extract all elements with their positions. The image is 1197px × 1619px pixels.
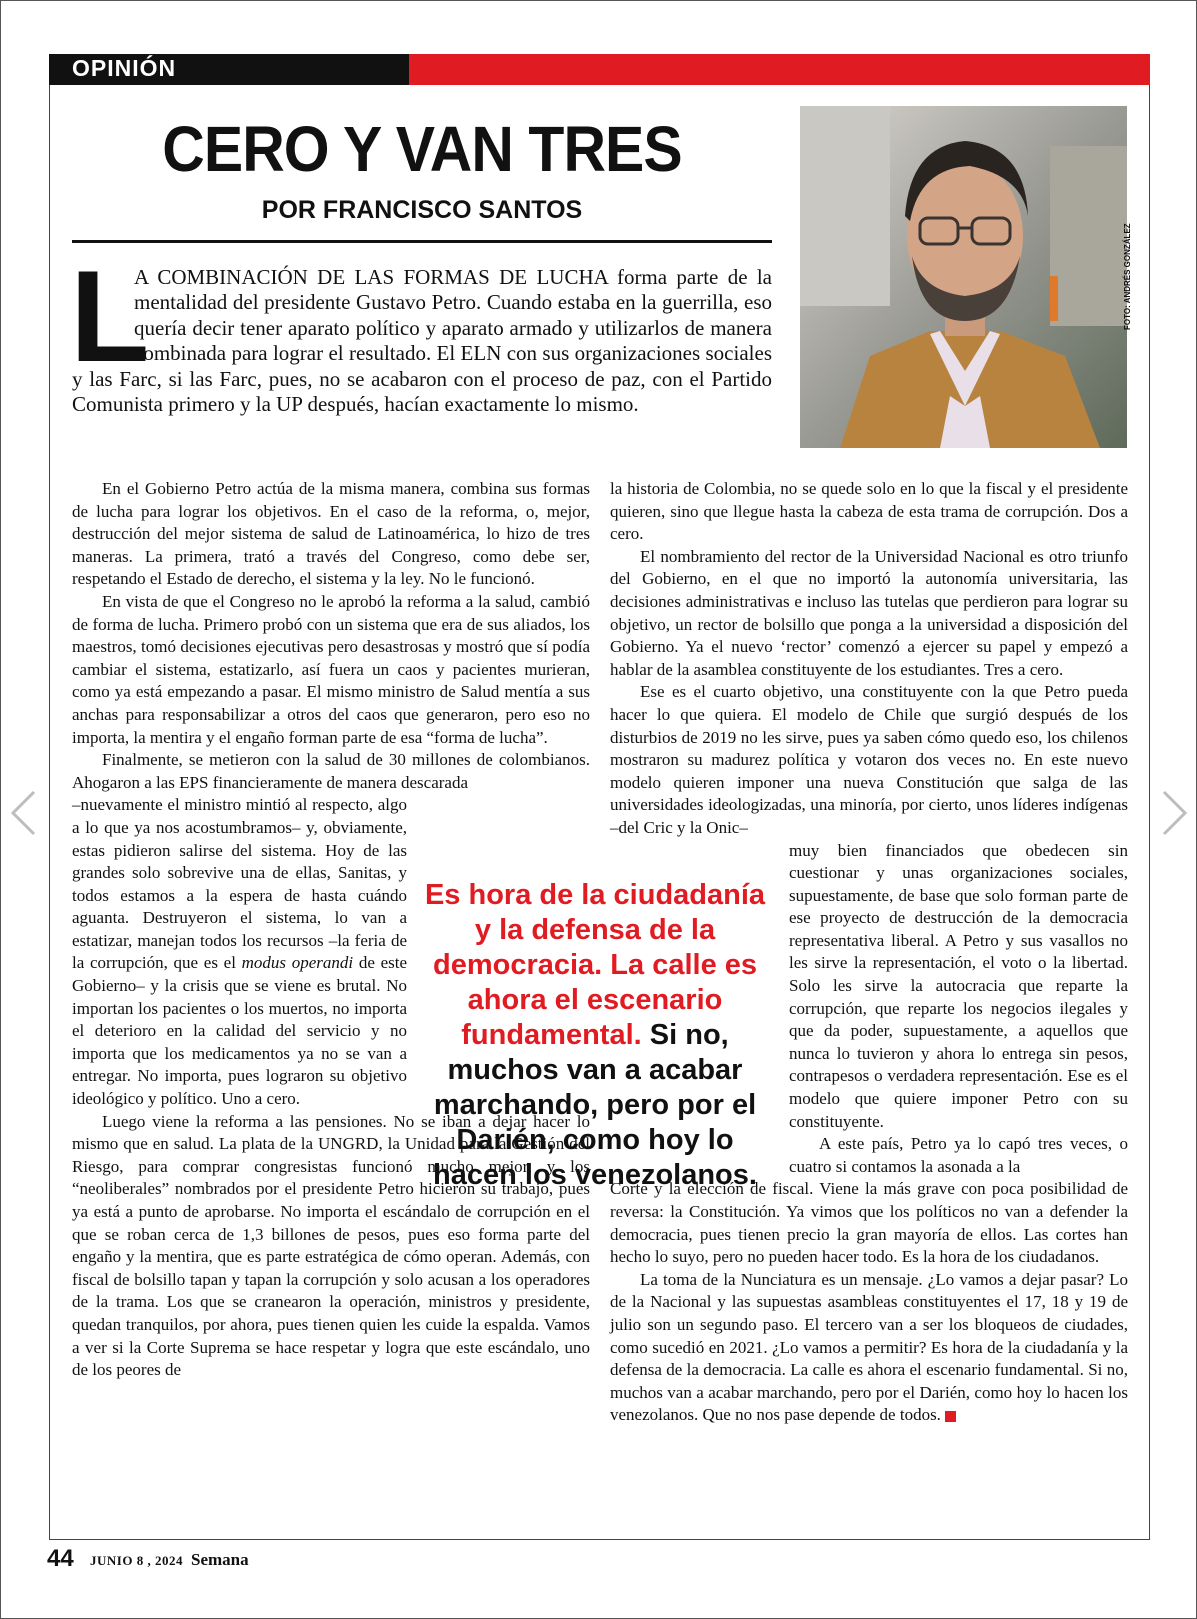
lead-text: A COMBINACIÓN DE LAS FORMAS DE LUCHA forma parte de la mentalidad del presidente Gustavo Petro. Cuando estaba en la guerrilla, eso quería decir tener aparato político y aparato armado y utilizarlos de manera combinada para lograr el resultado. El ELN con sus organizaciones sociales y las Farc, si las Farc, pues, no se acabaron con el proceso de paz, con el Partido Comunista primero y la UP después, hacían exactamente lo mismo.: [72, 265, 772, 417]
body-paragraph: A este país, Petro ya lo capó tres veces, o cuatro si contamos la asonada a la: [789, 1134, 1128, 1176]
body-paragraph: [610, 1269, 1128, 1427]
body-text: de este Gobierno– y la crisis que se viene es brutal. No importan los pacientes o los muertos, no importa el deterioro en la calidad del servicio y no importa que los medicamentos ya no se van a entregar. No importa, pues lograron su objetivo ideológico y político. Uno a cero.: [72, 953, 408, 1109]
body-paragraph: Corte y la elección de fiscal. Viene la más grave con poca posibilidad de reversa: la Constitución. Ya vimos que los políticos no van a defender la democracia, pues tienen precio la gran mayoría de ellos. Las cortes han hecho lo suyo, pero no pueden hacer todo. Es la hora de los ciudadanos.: [610, 1179, 1128, 1267]
author-portrait-image: [800, 106, 1127, 448]
body-paragraph: la historia de Colombia, no se quede solo en lo que la fiscal y el presidente quieren, sino que llegue hasta la cabeza de esta trama de corrupción. Dos a cero.: [610, 479, 1128, 544]
italic-text: modus operandi: [241, 953, 354, 973]
issue-date: JUNIO 8 , 2024: [90, 1553, 183, 1568]
pull-quote-text: Si no, muchos van a acabar marchando, pero por el Darién, como hoy lo hacen los venezolanos.: [433, 1019, 757, 1191]
body-paragraph: [72, 794, 407, 1110]
section-label: OPINIÓN: [72, 55, 177, 81]
title-rule: [72, 240, 772, 243]
body-paragraph: En el Gobierno Petro actúa de la misma manera, combina sus formas de lucha para lograr los objetivos. En el caso de la reforma, o, mejor, destrucción del mejor sistema de salud de Latinoamérica, lo hizo de tres maneras. La primera, trató a través del Congreso, como debe ser, respetando el Estado de derecho, el sistema y la ley. No le funcionó.: [72, 479, 590, 589]
magazine-brand: Semana: [191, 1550, 249, 1569]
body-paragraph: Luego viene la reforma a las pensiones. No se iban a dejar hacer lo mismo que en salud. La plata de la UNGRD, la Unidad para la Gestión del Riesgo, para comprar congresistas funcionó mucho mejor, y los “neoliberales” nombrados por el presidente Petro hicieron su trabajo, pues ya está a punto de aprobarse. No importa el escándalo de corrupción en el que se roban cerca de 1,3 billones de pesos, pues eso forma parte del engaño y la mentira, que es parte estratégica de cómo operan. Además, con fiscal de bolsillo tapan y tapan la corrupción y solo acusan a los operadores de la trama. Los que se cranearon la operación, ministros y presidente, quedan tranquilos, por ahora, pues tienen quien les cuide la espalda. Vamos a ver si la Corte Suprema se hace respetar y logra que este escándalo, uno de los peores de: [72, 1111, 590, 1380]
photo-credit: FOTO: ANDRÉS GONZÁLEZ: [1123, 223, 1132, 330]
body-text: –nuevamente el ministro mintió al respecto, algo a lo que ya nos acostumbramos– y, obviamente, estas pidieron salirse del sistema. Hoy de las grandes solo sobrevive una de ellas, Sanitas, y todos estamos a la espera de hasta cuándo aguanta. Destruyeron el sistema, lo van a estatizar, manejan todos los recursos –la feria de la corrupción, que es el: [72, 795, 407, 973]
article-byline: POR FRANCISCO SANTOS: [261, 196, 583, 224]
end-mark: [945, 1411, 956, 1422]
section-header-accent: [409, 54, 1150, 85]
drop-cap: L: [70, 243, 150, 389]
pull-quote-highlight: Es hora de la ciudadanía y la defensa de la democracia. La calle es ahora el escenario fundamental.: [424, 879, 766, 1051]
chevron-right-icon[interactable]: [1160, 788, 1190, 838]
article-title: CERO Y VAN TRES: [162, 113, 682, 185]
body-paragraph: Finalmente, se metieron con la salud de 30 millones de colombianos. Ahogaron a las EPS financieramente de manera descarada: [72, 750, 590, 792]
page-number: 44: [47, 1545, 74, 1572]
pull-quote: [420, 878, 770, 1193]
author-photo: [800, 106, 1127, 448]
body-paragraph: En vista de que el Congreso no le aprobó la reforma a la salud, cambió de forma de lucha. Primero probó con un sistema que era de sus aliados, los maestros, tomó decisiones ejecutivas pero desastrosas y mostró que sí podía cambiar el sistema, estatizarlo, así fuera un caos y pacientes murieran, como ya está empezando a pasar. El mismo ministro de Salud mentía a sus anchas para responsabilizar a otros del caos que generaron, pero eso no importa, la mentira y el engaño forman parte de esa “forma de lucha”.: [72, 591, 590, 747]
chevron-left-icon[interactable]: [8, 788, 38, 838]
body-text: La toma de la Nunciatura es un mensaje. ¿Lo vamos a dejar pasar? Lo de la Nacional y las supuestas asambleas constituyentes el 17, 18 y 19 de julio son un segundo paso. El tercero van a ser los bloqueos de ciudades, como sucedió en 2021. ¿Lo vamos a permitir? Es hora de la ciudadanía y la defensa de la democracia. La calle es ahora el escenario fundamental. Si no, muchos van a acabar marchando, pero por el Darién, como hoy lo hacen los venezolanos. Que no nos pase depende de todos.: [610, 1269, 1128, 1425]
body-paragraph: El nombramiento del rector de la Universidad Nacional es otro triunfo del Gobierno, en el que no importó la autonomía universitaria, las decisiones administrativas e incluso las tutelas que perdieron para lograr su objetivo, un rector de bolsillo que ponga a la universidad a disposición del Gobierno. Ya el nuevo ‘rector’ comenzó a ejercer su papel y empezó a hablar de la asamblea constituyente de los estudiantes. Tres a cero.: [610, 546, 1128, 679]
lead-paragraph: [70, 243, 772, 417]
body-paragraph: Ese es el cuarto objetivo, una constituyente con la que Petro pueda hacer lo que quiera. El modelo de Chile que surgió después de los disturbios de 2019 no les sirve, pues ya saben cómo quedo eso, los chilenos mostraron su madurez política y votaron dos veces no. En este nuevo modelo quieren imponer una nueva Constitución que salga de las universidades ideologizadas, una minoría, por cierto, unos líderes indígenas –del Cric y la Onic–: [610, 682, 1128, 837]
body-paragraph: muy bien financiados que obedecen sin cuestionar y unas organizaciones sociales, supuestamente, de base que solo forman parte de ese proyecto de destrucción de la democracia representativa liberal. A Petro y sus vasallos no les sirve la representación, el voto o la libertad. Solo les sirve la autocracia que reparte la corrupción, que reparte los negocios ilegales y que da poder, supuestamente, a aquellos que nunca lo tuvieron y ahora lo entrega sin pesos, contrapesos o verdadera representación. Ese es el modelo que quiere imponer Petro con su constituyente.: [789, 840, 1128, 1131]
